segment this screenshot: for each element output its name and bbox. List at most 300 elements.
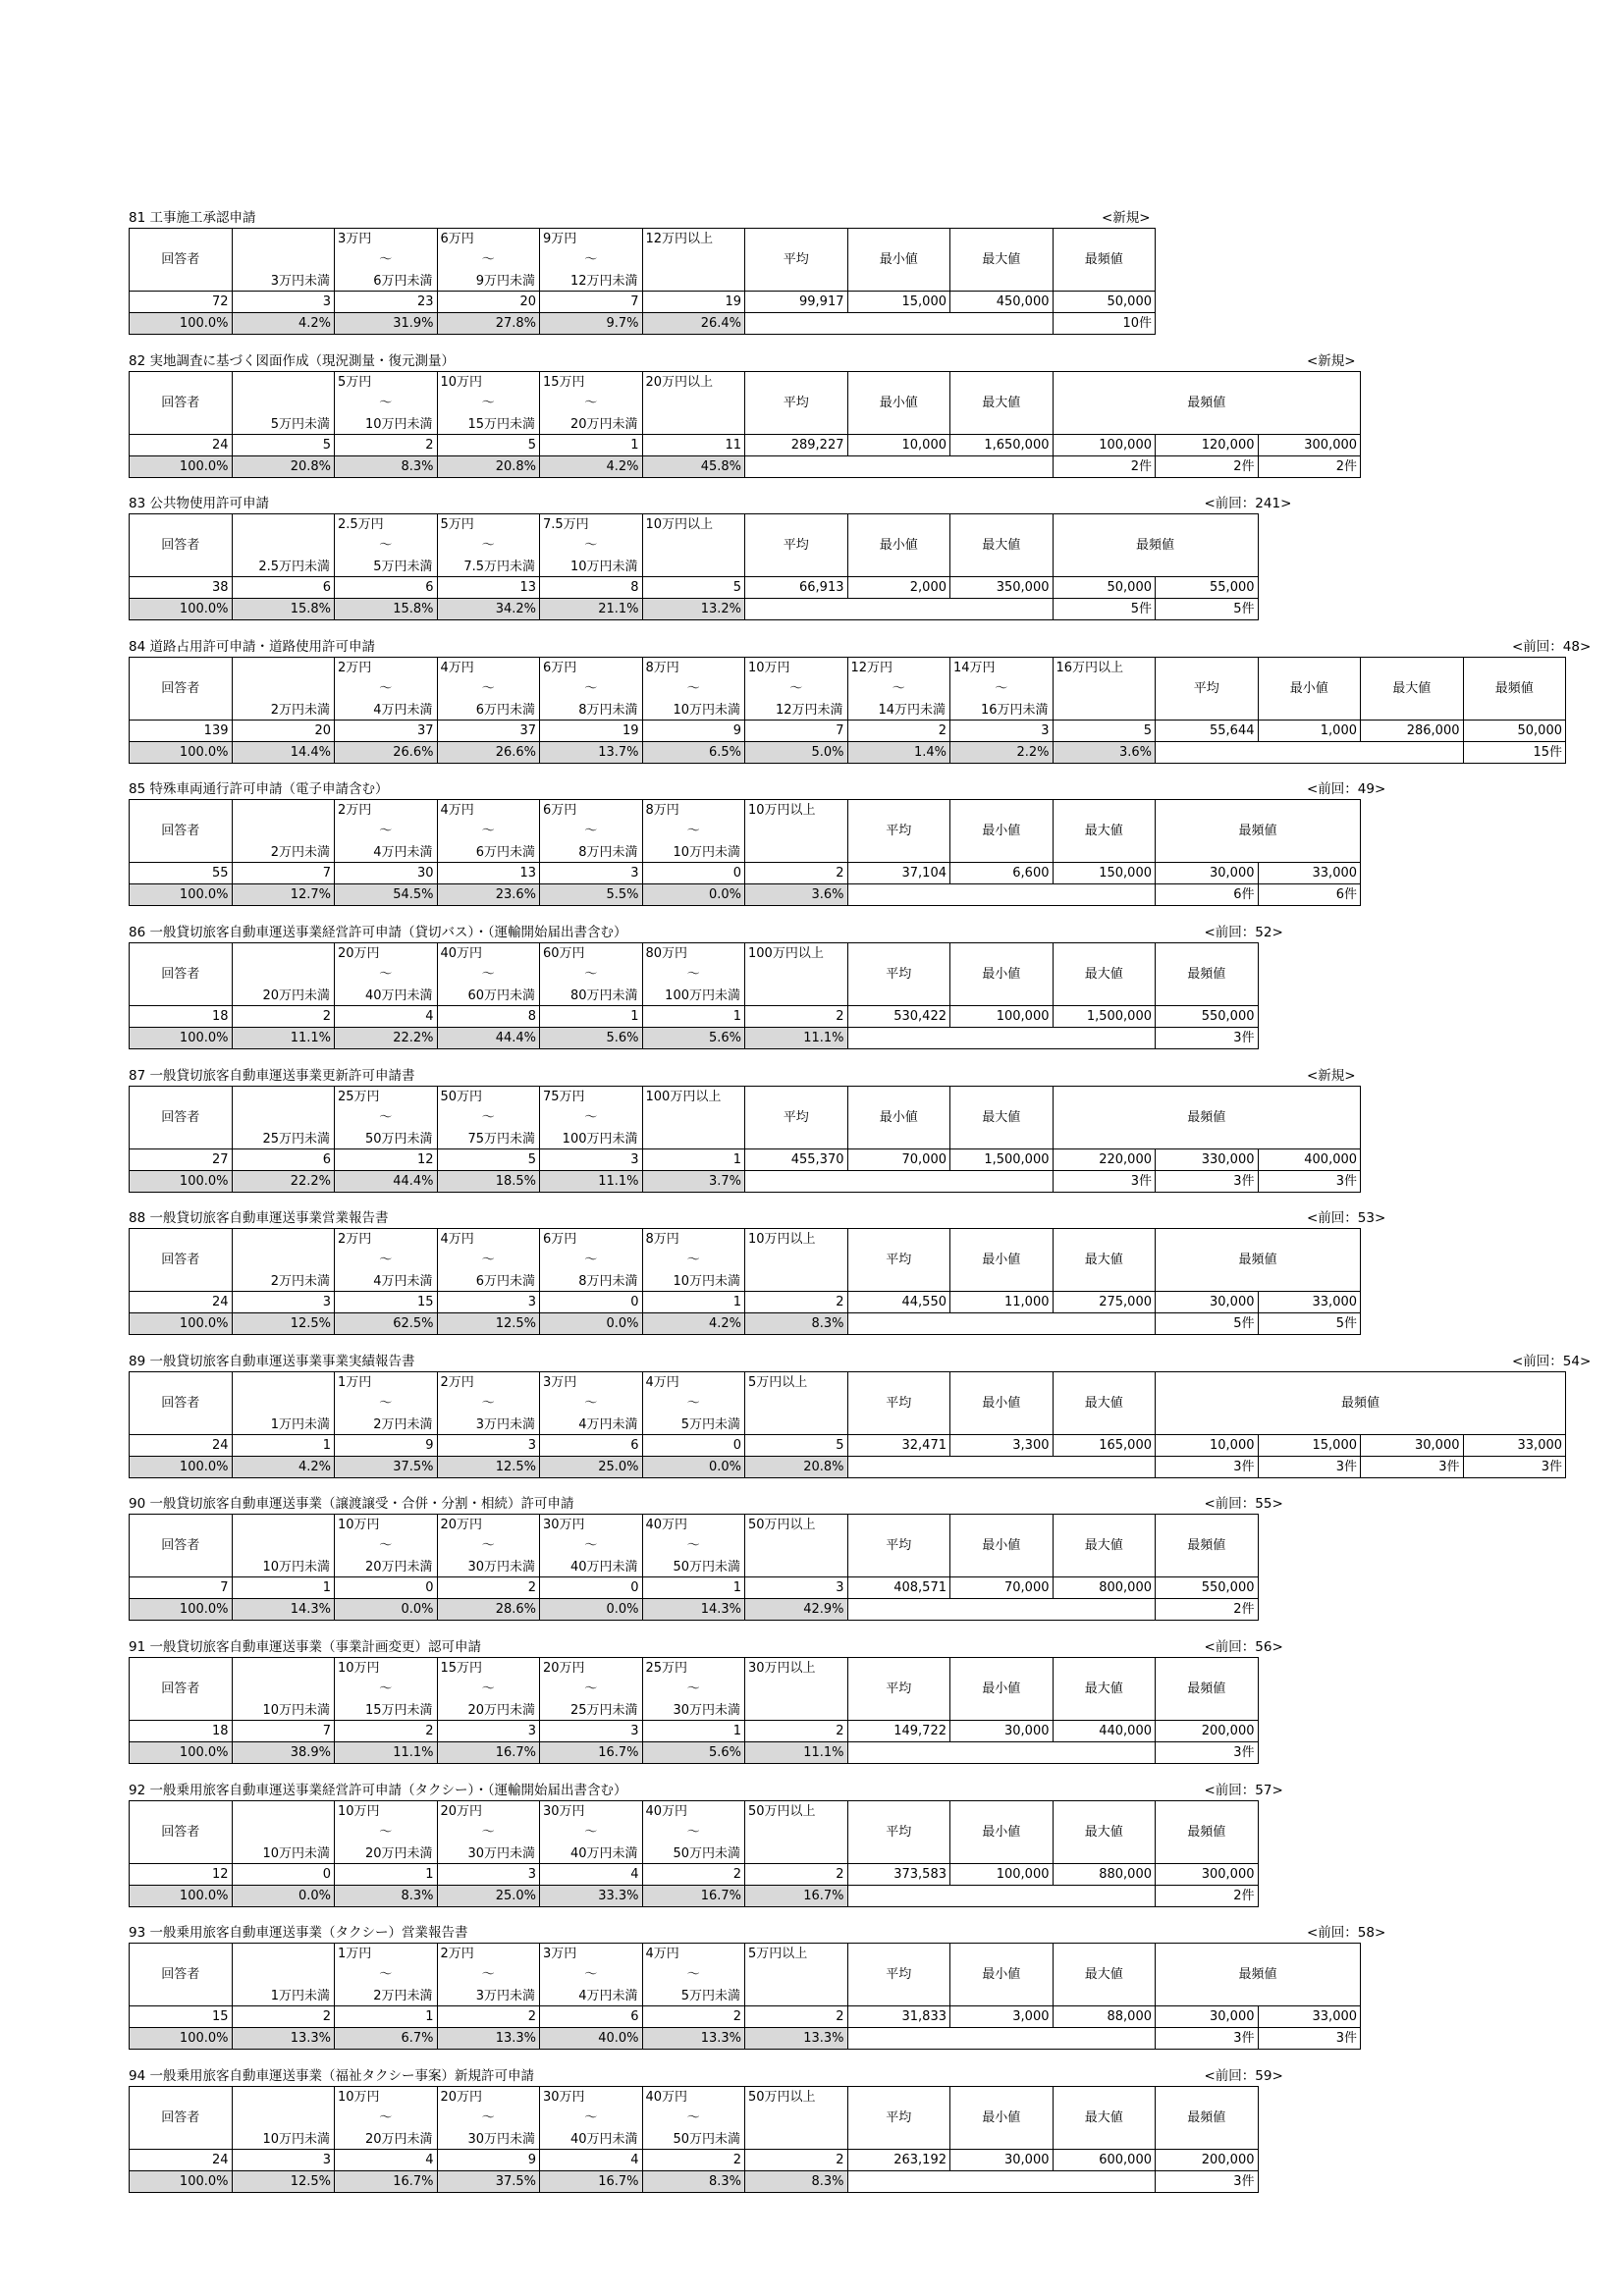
bracket-count: 19: [642, 292, 745, 313]
bracket-header: [437, 942, 540, 1005]
bracket-lower: 75万円: [543, 1089, 585, 1104]
bracket-pct: 3.7%: [642, 1170, 745, 1192]
mode-header: 最頻値: [1463, 657, 1566, 720]
survey-section: [129, 923, 1552, 1066]
survey-section: [129, 1208, 1552, 1352]
section-tag: <前回：54>: [1512, 1353, 1592, 1369]
mode-count: 15件: [1463, 741, 1566, 763]
bracket-header: [642, 514, 745, 577]
section-header: [129, 923, 1552, 942]
min-value: 15,000: [847, 292, 950, 313]
bracket-lower: 10万円: [338, 1518, 380, 1533]
min-value: 100,000: [950, 1005, 1054, 1027]
bracket-tilde: ～: [686, 966, 700, 982]
bracket-lower: 6万円: [543, 1232, 577, 1248]
mode-count: 2件: [1156, 1599, 1259, 1621]
bracket-pct: 42.9%: [745, 1599, 848, 1621]
bracket-lower: 3万円: [338, 232, 372, 246]
stats-blank: [847, 1741, 1156, 1763]
bracket-count: 5: [745, 1434, 848, 1456]
max-value: 286,000: [1361, 720, 1464, 741]
header-row: [130, 1800, 1259, 1863]
mode-value: 15,000: [1258, 1434, 1361, 1456]
bracket-lower: 30万円: [543, 2089, 585, 2105]
bracket-upper: 100万円未満: [562, 1131, 638, 1147]
bracket-pct: 38.9%: [232, 1741, 335, 1763]
bracket-header: [232, 800, 335, 863]
bracket-pct: 62.5%: [335, 1313, 438, 1335]
bracket-count: 1: [642, 1292, 745, 1313]
bracket-header: [437, 800, 540, 863]
avg-header: 平均: [847, 1800, 950, 1863]
bracket-pct: 14.3%: [232, 1599, 335, 1621]
min-value: 3,300: [950, 1434, 1054, 1456]
mode-value: 30,000: [1156, 1292, 1259, 1313]
avg-value: 289,227: [745, 434, 848, 455]
max-value: 165,000: [1053, 1434, 1156, 1456]
bracket-count: 3: [232, 292, 335, 313]
bracket-pct: 0.0%: [540, 1313, 643, 1335]
mode-value: 50,000: [1463, 720, 1566, 741]
min-header: 最小値: [950, 1800, 1054, 1863]
bracket-header: [745, 1229, 848, 1292]
bracket-upper: 50万円未満: [364, 1131, 433, 1147]
min-value: 10,000: [847, 434, 950, 455]
bracket-upper: 4万円未満: [578, 1416, 638, 1432]
fee-table: [129, 942, 1259, 1049]
count-row: [130, 1292, 1361, 1313]
bracket-count: 0: [335, 1577, 438, 1599]
bracket-pct: 11.1%: [232, 1027, 335, 1048]
bracket-pct: 12.5%: [437, 1313, 540, 1335]
section-title: 90 一般貸切旅客自動車運送事業（譲渡譲受・合併・分割・相続）許可申請: [129, 1496, 574, 1513]
bracket-lower: 2万円: [440, 1374, 474, 1390]
header-row: [130, 800, 1361, 863]
bracket-header: [642, 657, 745, 720]
mode-count: 3件: [1053, 1170, 1156, 1192]
bracket-header: [540, 1800, 643, 1863]
section-title: 94 一般乗用旅客自動車運送事業（福祉タクシー事案）新規許可申請: [129, 2067, 534, 2084]
stats-blank: [745, 1170, 1054, 1192]
mode-value: 220,000: [1053, 1148, 1156, 1170]
bracket-tilde: ～: [379, 1253, 393, 1268]
bracket-header: [437, 1086, 540, 1148]
bracket-header: [745, 942, 848, 1005]
mode-value: 33,000: [1258, 1292, 1361, 1313]
min-header: 最小値: [950, 1944, 1054, 2006]
bracket-tilde: ～: [584, 680, 598, 696]
bracket-lower: 40万円: [645, 2089, 688, 2105]
bracket-tilde: ～: [481, 1253, 495, 1268]
bracket-pct: 44.4%: [437, 1027, 540, 1048]
bracket-tilde: ～: [686, 1253, 700, 1268]
bracket-pct: 13.3%: [745, 2028, 848, 2050]
section-title: 85 特殊車両通行許可申請（電子申請含む）: [129, 781, 389, 798]
bracket-header: [745, 1800, 848, 1863]
respondents-header: 回答者: [130, 1515, 233, 1577]
percent-row: [130, 2028, 1361, 2050]
bracket-upper: 2万円未満: [270, 845, 330, 861]
section-title: 86 一般貸切旅客自動車運送事業経営許可申請（貸切バス）・（運輸開始届出書含む）: [129, 924, 627, 940]
bracket-count: 2: [745, 1292, 848, 1313]
section-header: [129, 351, 1552, 371]
section-tag: <前回：59>: [1204, 2067, 1283, 2084]
mode-count: 3件: [1463, 1456, 1566, 1477]
bracket-upper: 60万円未満: [467, 988, 535, 1003]
bracket-lower: 8万円: [645, 660, 679, 675]
bracket-count: 4: [335, 2149, 438, 2170]
max-value: 450,000: [950, 292, 1054, 313]
section-tag: <前回：53>: [1307, 1210, 1386, 1227]
bracket-lower: 50万円以上: [748, 1518, 816, 1533]
bracket-lower: 14万円: [953, 660, 996, 675]
bracket-pct: 0.0%: [232, 1885, 335, 1906]
min-header: 最小値: [950, 1229, 1054, 1292]
bracket-header: [642, 1800, 745, 1863]
bracket-tilde: ～: [584, 252, 598, 267]
survey-section: [129, 1066, 1552, 1209]
bracket-count: 1: [642, 1005, 745, 1027]
bracket-tilde: ～: [481, 2109, 495, 2125]
bracket-tilde: ～: [584, 1253, 598, 1268]
survey-section: [129, 1781, 1552, 1924]
bracket-pct: 11.1%: [335, 1741, 438, 1763]
bracket-header: [540, 657, 643, 720]
section-header: [129, 1066, 1552, 1086]
bracket-count: 2: [745, 2149, 848, 2170]
bracket-count: 3: [540, 1148, 643, 1170]
bracket-lower: 16万円以上: [1055, 660, 1124, 675]
mode-count: 10件: [1053, 313, 1156, 335]
bracket-upper: 30万円未満: [467, 1845, 535, 1861]
respondents-header: 回答者: [130, 1944, 233, 2006]
bracket-count: 2: [745, 1863, 848, 1885]
bracket-upper: 10万円未満: [673, 845, 740, 861]
bracket-lower: 40万円: [645, 1518, 688, 1533]
section-tag: <新規>: [1102, 210, 1151, 226]
bracket-pct: 0.0%: [335, 1599, 438, 1621]
bracket-upper: 2万円未満: [270, 1274, 330, 1290]
bracket-lower: 30万円以上: [748, 1660, 816, 1676]
percent-row: [130, 1027, 1259, 1048]
max-value: 600,000: [1053, 2149, 1156, 2170]
section-tag: <前回：49>: [1307, 781, 1386, 798]
mode-value: 30,000: [1156, 863, 1259, 884]
respondent-total: 18: [130, 1005, 233, 1027]
bracket-pct: 23.6%: [437, 884, 540, 906]
bracket-upper: 20万円未満: [569, 416, 638, 432]
mode-value: 50,000: [1053, 577, 1156, 599]
bracket-pct: 12.7%: [232, 884, 335, 906]
max-header: 最大値: [1053, 1515, 1156, 1577]
bracket-pct: 13.7%: [540, 741, 643, 763]
bracket-upper: 2万円未満: [373, 1416, 433, 1432]
bracket-pct: 8.3%: [335, 455, 438, 477]
bracket-count: 1: [335, 2006, 438, 2028]
bracket-upper: 100万円未満: [665, 988, 740, 1003]
bracket-tilde: ～: [379, 824, 393, 839]
section-header: [129, 1352, 1592, 1371]
bracket-count: 1: [540, 434, 643, 455]
bracket-header: [335, 800, 438, 863]
bracket-lower: 20万円: [338, 945, 380, 961]
max-value: 800,000: [1053, 1577, 1156, 1599]
header-row: [130, 1515, 1259, 1577]
bracket-lower: 25万円: [645, 1660, 688, 1676]
bracket-lower: 6万円: [543, 660, 577, 675]
bracket-pct: 31.9%: [335, 313, 438, 335]
bracket-count: 3: [950, 720, 1054, 741]
bracket-count: 3: [437, 1863, 540, 1885]
percent-row: [130, 1456, 1566, 1477]
bracket-upper: 12万円未満: [775, 702, 843, 718]
mode-value: 300,000: [1156, 1863, 1259, 1885]
bracket-count: 5: [437, 1148, 540, 1170]
bracket-header: [232, 1515, 335, 1577]
survey-section: [129, 779, 1552, 923]
min-header: 最小値: [847, 1086, 950, 1148]
bracket-pct: 16.7%: [437, 1741, 540, 1763]
bracket-pct: 22.2%: [335, 1027, 438, 1048]
avg-header: 平均: [1156, 657, 1259, 720]
bracket-header: [437, 1657, 540, 1720]
mode-value: 50,000: [1053, 292, 1156, 313]
bracket-lower: 10万円: [440, 374, 483, 390]
min-value: 30,000: [950, 2149, 1054, 2170]
bracket-pct: 28.6%: [437, 1599, 540, 1621]
section-title: 81 工事施工承認申請: [129, 210, 256, 226]
bracket-count: 1: [232, 1434, 335, 1456]
max-header: 最大値: [1053, 1944, 1156, 2006]
bracket-count: 6: [540, 1434, 643, 1456]
bracket-count: 7: [232, 1720, 335, 1741]
max-header: 最大値: [950, 371, 1054, 434]
bracket-pct: 12.5%: [232, 2170, 335, 2192]
bracket-count: 37: [437, 720, 540, 741]
fee-survey-sheet: [129, 208, 1592, 2209]
respondent-total: 18: [130, 1720, 233, 1741]
bracket-pct: 14.3%: [642, 1599, 745, 1621]
section-header: [129, 637, 1592, 657]
bracket-header: [540, 1944, 643, 2006]
mode-count: 3件: [1258, 2028, 1361, 2050]
bracket-header: [437, 514, 540, 577]
fee-table: [129, 1800, 1259, 1907]
percent-row: [130, 2170, 1259, 2192]
bracket-header: [335, 371, 438, 434]
bracket-header: [745, 1657, 848, 1720]
mode-value: 55,000: [1156, 577, 1259, 599]
bracket-tilde: ～: [686, 1538, 700, 1554]
bracket-count: 23: [335, 292, 438, 313]
min-value: 2,000: [847, 577, 950, 599]
bracket-pct: 13.3%: [232, 2028, 335, 2050]
count-row: [130, 434, 1361, 455]
bracket-upper: 10万円未満: [569, 560, 638, 575]
bracket-header: [540, 371, 643, 434]
bracket-tilde: ～: [379, 1967, 393, 1983]
bracket-lower: 50万円以上: [748, 2089, 816, 2105]
bracket-lower: 100万円以上: [645, 1089, 722, 1104]
bracket-count: 4: [540, 1863, 643, 1885]
avg-header: 平均: [745, 371, 848, 434]
bracket-header: [437, 1800, 540, 1863]
min-value: 100,000: [950, 1863, 1054, 1885]
bracket-lower: 4万円: [440, 1232, 474, 1248]
avg-value: 37,104: [847, 863, 950, 884]
bracket-pct: 3.6%: [745, 884, 848, 906]
bracket-count: 20: [437, 292, 540, 313]
respondent-total-pct: 100.0%: [130, 1741, 233, 1763]
min-value: 3,000: [950, 2006, 1054, 2028]
bracket-pct: 3.6%: [1053, 741, 1156, 763]
bracket-pct: 12.5%: [437, 1456, 540, 1477]
stats-blank: [847, 2170, 1156, 2192]
respondents-header: 回答者: [130, 1800, 233, 1863]
bracket-count: 7: [540, 292, 643, 313]
percent-row: [130, 884, 1361, 906]
bracket-count: 2: [847, 720, 950, 741]
stats-blank: [745, 455, 1054, 477]
bracket-tilde: ～: [686, 1967, 700, 1983]
min-header: 最小値: [847, 229, 950, 292]
respondent-total: 24: [130, 1434, 233, 1456]
respondent-total-pct: 100.0%: [130, 1456, 233, 1477]
mode-value: 33,000: [1258, 2006, 1361, 2028]
max-header: 最大値: [950, 229, 1054, 292]
fee-table: [129, 228, 1156, 335]
respondents-header: 回答者: [130, 229, 233, 292]
bracket-header: [437, 2086, 540, 2149]
avg-header: 平均: [745, 1086, 848, 1148]
max-header: 最大値: [950, 514, 1054, 577]
bracket-pct: 15.8%: [335, 599, 438, 620]
bracket-header: [335, 2086, 438, 2149]
stats-blank: [847, 1885, 1156, 1906]
bracket-count: 1: [642, 1720, 745, 1741]
avg-value: 408,571: [847, 1577, 950, 1599]
bracket-upper: 4万円未満: [373, 1274, 433, 1290]
max-value: 1,500,000: [950, 1148, 1054, 1170]
respondent-total: 27: [130, 1148, 233, 1170]
bracket-lower: 5万円: [440, 517, 474, 533]
bracket-tilde: ～: [584, 1395, 598, 1411]
bracket-pct: 5.0%: [745, 741, 848, 763]
bracket-lower: 4万円: [645, 1947, 679, 1962]
bracket-count: 3: [540, 1720, 643, 1741]
bracket-upper: 5万円未満: [270, 416, 330, 432]
bracket-header: [540, 1371, 643, 1434]
bracket-tilde: ～: [379, 538, 393, 554]
bracket-lower: 30万円: [543, 1518, 585, 1533]
min-header: 最小値: [950, 1371, 1054, 1434]
avg-value: 66,913: [745, 577, 848, 599]
mode-count: 5件: [1258, 1313, 1361, 1335]
bracket-pct: 44.4%: [335, 1170, 438, 1192]
stats-blank: [847, 1313, 1156, 1335]
bracket-upper: 16万円未満: [980, 702, 1049, 718]
bracket-count: 30: [335, 863, 438, 884]
bracket-count: 6: [232, 1148, 335, 1170]
bracket-count: 3: [437, 1434, 540, 1456]
bracket-lower: 1万円: [338, 1374, 372, 1390]
survey-section: [129, 1637, 1552, 1781]
respondents-header: 回答者: [130, 2086, 233, 2149]
survey-section: [129, 1494, 1552, 1637]
bracket-lower: 2万円: [338, 803, 372, 819]
bracket-pct: 0.0%: [540, 1599, 643, 1621]
count-row: [130, 863, 1361, 884]
avg-header: 平均: [847, 1371, 950, 1434]
avg-value: 530,422: [847, 1005, 950, 1027]
bracket-lower: 10万円: [748, 660, 790, 675]
bracket-pct: 18.5%: [437, 1170, 540, 1192]
max-header: 最大値: [1053, 942, 1156, 1005]
avg-value: 55,644: [1156, 720, 1259, 741]
count-row: [130, 1148, 1361, 1170]
bracket-lower: 20万円: [440, 2089, 483, 2105]
mode-value: 400,000: [1258, 1148, 1361, 1170]
bracket-upper: 30万円未満: [467, 2131, 535, 2147]
bracket-pct: 5.6%: [642, 1027, 745, 1048]
min-value: 70,000: [847, 1148, 950, 1170]
bracket-lower: 100万円以上: [748, 945, 824, 961]
mode-count: 3件: [1156, 1456, 1259, 1477]
bracket-header: [232, 1800, 335, 1863]
respondent-total-pct: 100.0%: [130, 1027, 233, 1048]
bracket-tilde: ～: [584, 2109, 598, 2125]
section-header: [129, 2066, 1552, 2086]
avg-header: 平均: [745, 229, 848, 292]
bracket-lower: 12万円以上: [645, 232, 714, 246]
mode-header: 最頻値: [1156, 1944, 1361, 2006]
min-header: 最小値: [950, 800, 1054, 863]
section-title: 87 一般貸切旅客自動車運送事業更新許可申請書: [129, 1067, 415, 1084]
count-row: [130, 2149, 1259, 2170]
bracket-upper: 30万円未満: [673, 1702, 740, 1718]
bracket-header: [232, 1657, 335, 1720]
respondent-total: 15: [130, 2006, 233, 2028]
bracket-count: 2: [642, 2149, 745, 2170]
bracket-upper: 14万円未満: [878, 702, 946, 718]
bracket-tilde: ～: [892, 680, 905, 696]
bracket-pct: 26.4%: [642, 313, 745, 335]
bracket-pct: 4.2%: [232, 1456, 335, 1477]
bracket-pct: 0.0%: [642, 884, 745, 906]
bracket-lower: 5万円以上: [748, 1374, 808, 1390]
bracket-lower: 12万円: [850, 660, 893, 675]
bracket-upper: 9万円未満: [475, 274, 535, 289]
bracket-tilde: ～: [481, 395, 495, 410]
bracket-header: [540, 800, 643, 863]
bracket-tilde: ～: [686, 824, 700, 839]
bracket-upper: 8万円未満: [578, 702, 638, 718]
bracket-tilde: ～: [584, 824, 598, 839]
bracket-count: 2: [335, 434, 438, 455]
respondents-header: 回答者: [130, 657, 233, 720]
mode-count: 3件: [1156, 1170, 1259, 1192]
bracket-upper: 10万円未満: [262, 1845, 330, 1861]
bracket-tilde: ～: [584, 966, 598, 982]
bracket-lower: 9万円: [543, 232, 577, 246]
fee-table: [129, 657, 1566, 764]
bracket-lower: 25万円: [338, 1089, 380, 1104]
bracket-tilde: ～: [584, 1538, 598, 1554]
bracket-header: [335, 1515, 438, 1577]
bracket-upper: 15万円未満: [364, 1702, 433, 1718]
bracket-header: [540, 1229, 643, 1292]
bracket-count: 2: [437, 2006, 540, 2028]
